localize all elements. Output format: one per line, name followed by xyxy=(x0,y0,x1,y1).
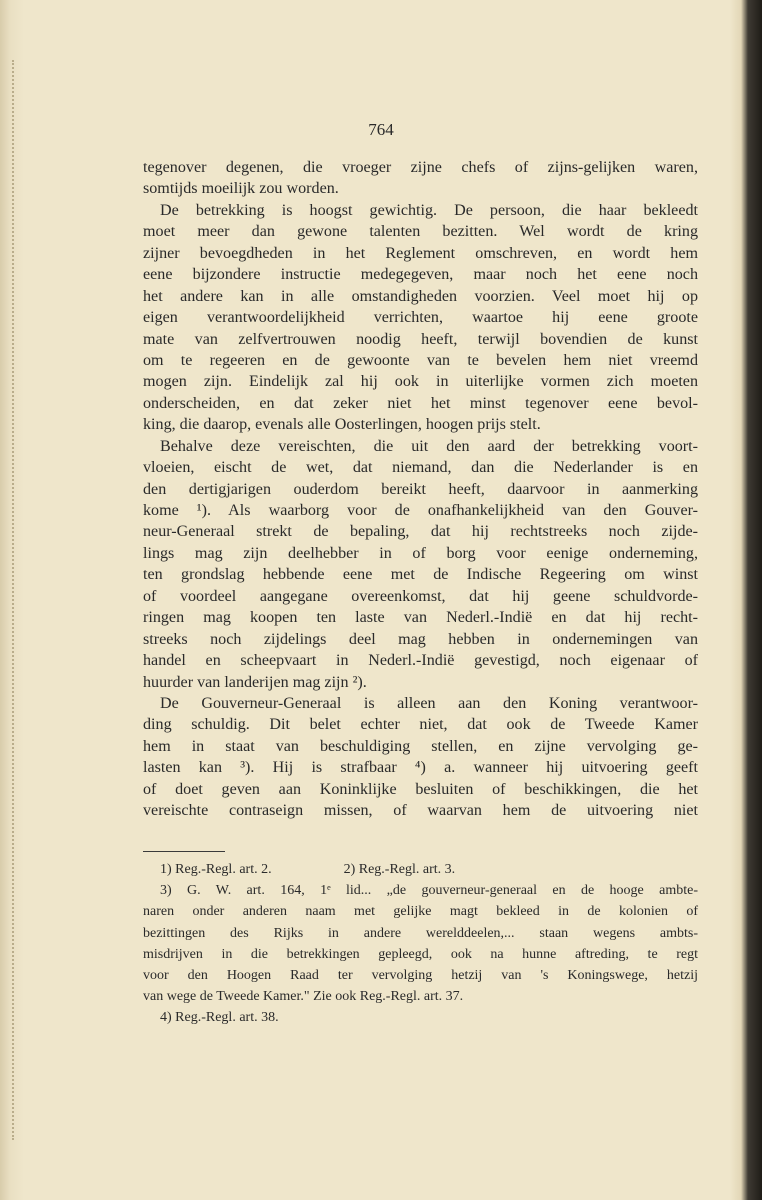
footnote-divider xyxy=(143,851,225,852)
text-line: hem in staat van beschuldiging stellen, en zijne vervolging ge- xyxy=(143,737,698,755)
text-line: het andere kan in alle omstandigheden voorzien. Veel moet hij op xyxy=(143,287,698,305)
text-line: lings mag zijn deelhebber in of borg voor eenige onderneming, xyxy=(143,544,698,562)
text-line: somtijds moeilijk zou worden. xyxy=(143,180,339,198)
text-line: of voordeel aangegane overeenkomst, dat hij geene schuldvorde- xyxy=(143,587,698,605)
footnote-3-line: 3) G. W. art. 164, 1ᵉ lid... „de gouverneur-generaal en de hooge ambte- xyxy=(160,883,698,899)
text-line: tegenover degenen, die vroeger zijne chefs of zijns-gelijken waren, xyxy=(143,159,698,176)
footnote-3-line: misdrijven in die betrekkingen gepleegd, ook na hunne aftreding, te regt xyxy=(143,946,698,962)
text-line: huurder van landerijen mag zijn ²). xyxy=(143,673,367,691)
text-line: De betrekking is hoogst gewichtig. De persoon, die haar bekleedt xyxy=(160,201,698,219)
footnote-1: 1) Reg.-Regl. art. 2. xyxy=(160,862,272,877)
page-number: 764 xyxy=(368,120,394,139)
footnotes xyxy=(143,859,698,1029)
text-line: lasten kan ³). Hij is strafbaar ⁴) a. wanneer hij uitvoering geeft xyxy=(143,759,698,777)
text-line: vloeien, eischt de wet, dat niemand, dan die Nederlander is en xyxy=(143,459,698,477)
text-line: neur-Generaal strekt de bepaling, dat hij rechtstreeks noch zijde- xyxy=(143,523,698,541)
text-line: onderscheiden, en dat zeker niet het minst tegenover eene bevol- xyxy=(143,394,698,412)
text-line: mate van zelfvertrouwen noodig heeft, terwijl bovendien de kunst xyxy=(143,330,698,348)
footnote-4: 4) Reg.-Regl. art. 38. xyxy=(160,1010,279,1026)
text-line: mogen zijn. Eindelijk zal hij ook in uiterlijke vormen zich moeten xyxy=(143,373,698,391)
text-line: streeks noch zijdelings deel mag hebben in ondernemingen van xyxy=(143,630,698,648)
footnote-3-line: bezittingen des Rijks in andere werelddeelen,... staan wegens ambts- xyxy=(143,925,698,941)
text-line: om te regeeren en de gewoonte van te bevelen hem niet vreemd xyxy=(143,351,698,369)
text-line: den dertigjarigen ouderdom bereikt heeft, daarvoor in aanmerking xyxy=(143,480,698,498)
text-line: ringen mag koopen ten laste van Nederl.-Indië en dat hij recht- xyxy=(143,609,698,627)
footnote-2: 2) Reg.-Regl. art. 3. xyxy=(343,862,456,877)
text-line: zijner bevoegdheden in het Reglement omschreven, en wordt hem xyxy=(143,244,698,262)
binding-edge xyxy=(12,60,18,1140)
text-line: eigen verantwoordelijkheid verrichten, waartoe hij eene groote xyxy=(143,309,698,327)
text-line: kome ¹). Als waarborg voor de onafhankelijkheid van den Gouver- xyxy=(143,502,698,519)
footnote-3-line: voor den Hoogen Raad ter vervolging hetzij van 's Koningswege, hetzij xyxy=(143,967,698,983)
text-line: of doet geven aan Koninklijke besluiten of beschikkingen, die het xyxy=(143,780,698,798)
text-line: king, die daarop, evenals alle Oosterlingen, hoogen prijs stelt. xyxy=(143,416,541,434)
text-line: ding schuldig. Dit belet echter niet, dat ook de Tweede Kamer xyxy=(143,716,698,734)
footnote-row xyxy=(143,859,698,880)
text-line: moet meer dan gewone talenten bezitten. Wel wordt de kring xyxy=(143,223,698,241)
text-line: vereischte contraseign missen, of waarvan hem de uitvoering niet xyxy=(143,802,698,820)
body-text xyxy=(143,157,698,822)
footnote-3-line: naren onder anderen naam met gelijke magt bekleed in de kolonien of xyxy=(143,904,698,920)
text-line: Behalve deze vereischten, die uit den aard der betrekking voort- xyxy=(160,437,698,455)
text-line: De Gouverneur-Generaal is alleen aan den Koning verantwoor- xyxy=(160,694,698,712)
text-line: ten grondslag hebbende eene met de Indische Regeering om winst xyxy=(143,566,698,584)
footnote-3-line: van wege de Tweede Kamer." Zie ook Reg.-Regl. art. 37. xyxy=(143,989,464,1005)
text-line: eene bijzondere instructie medegegeven, maar noch het eene noch xyxy=(143,266,698,284)
text-line: handel en scheepvaart in Nederl.-Indië gevestigd, noch eigenaar of xyxy=(143,652,698,670)
